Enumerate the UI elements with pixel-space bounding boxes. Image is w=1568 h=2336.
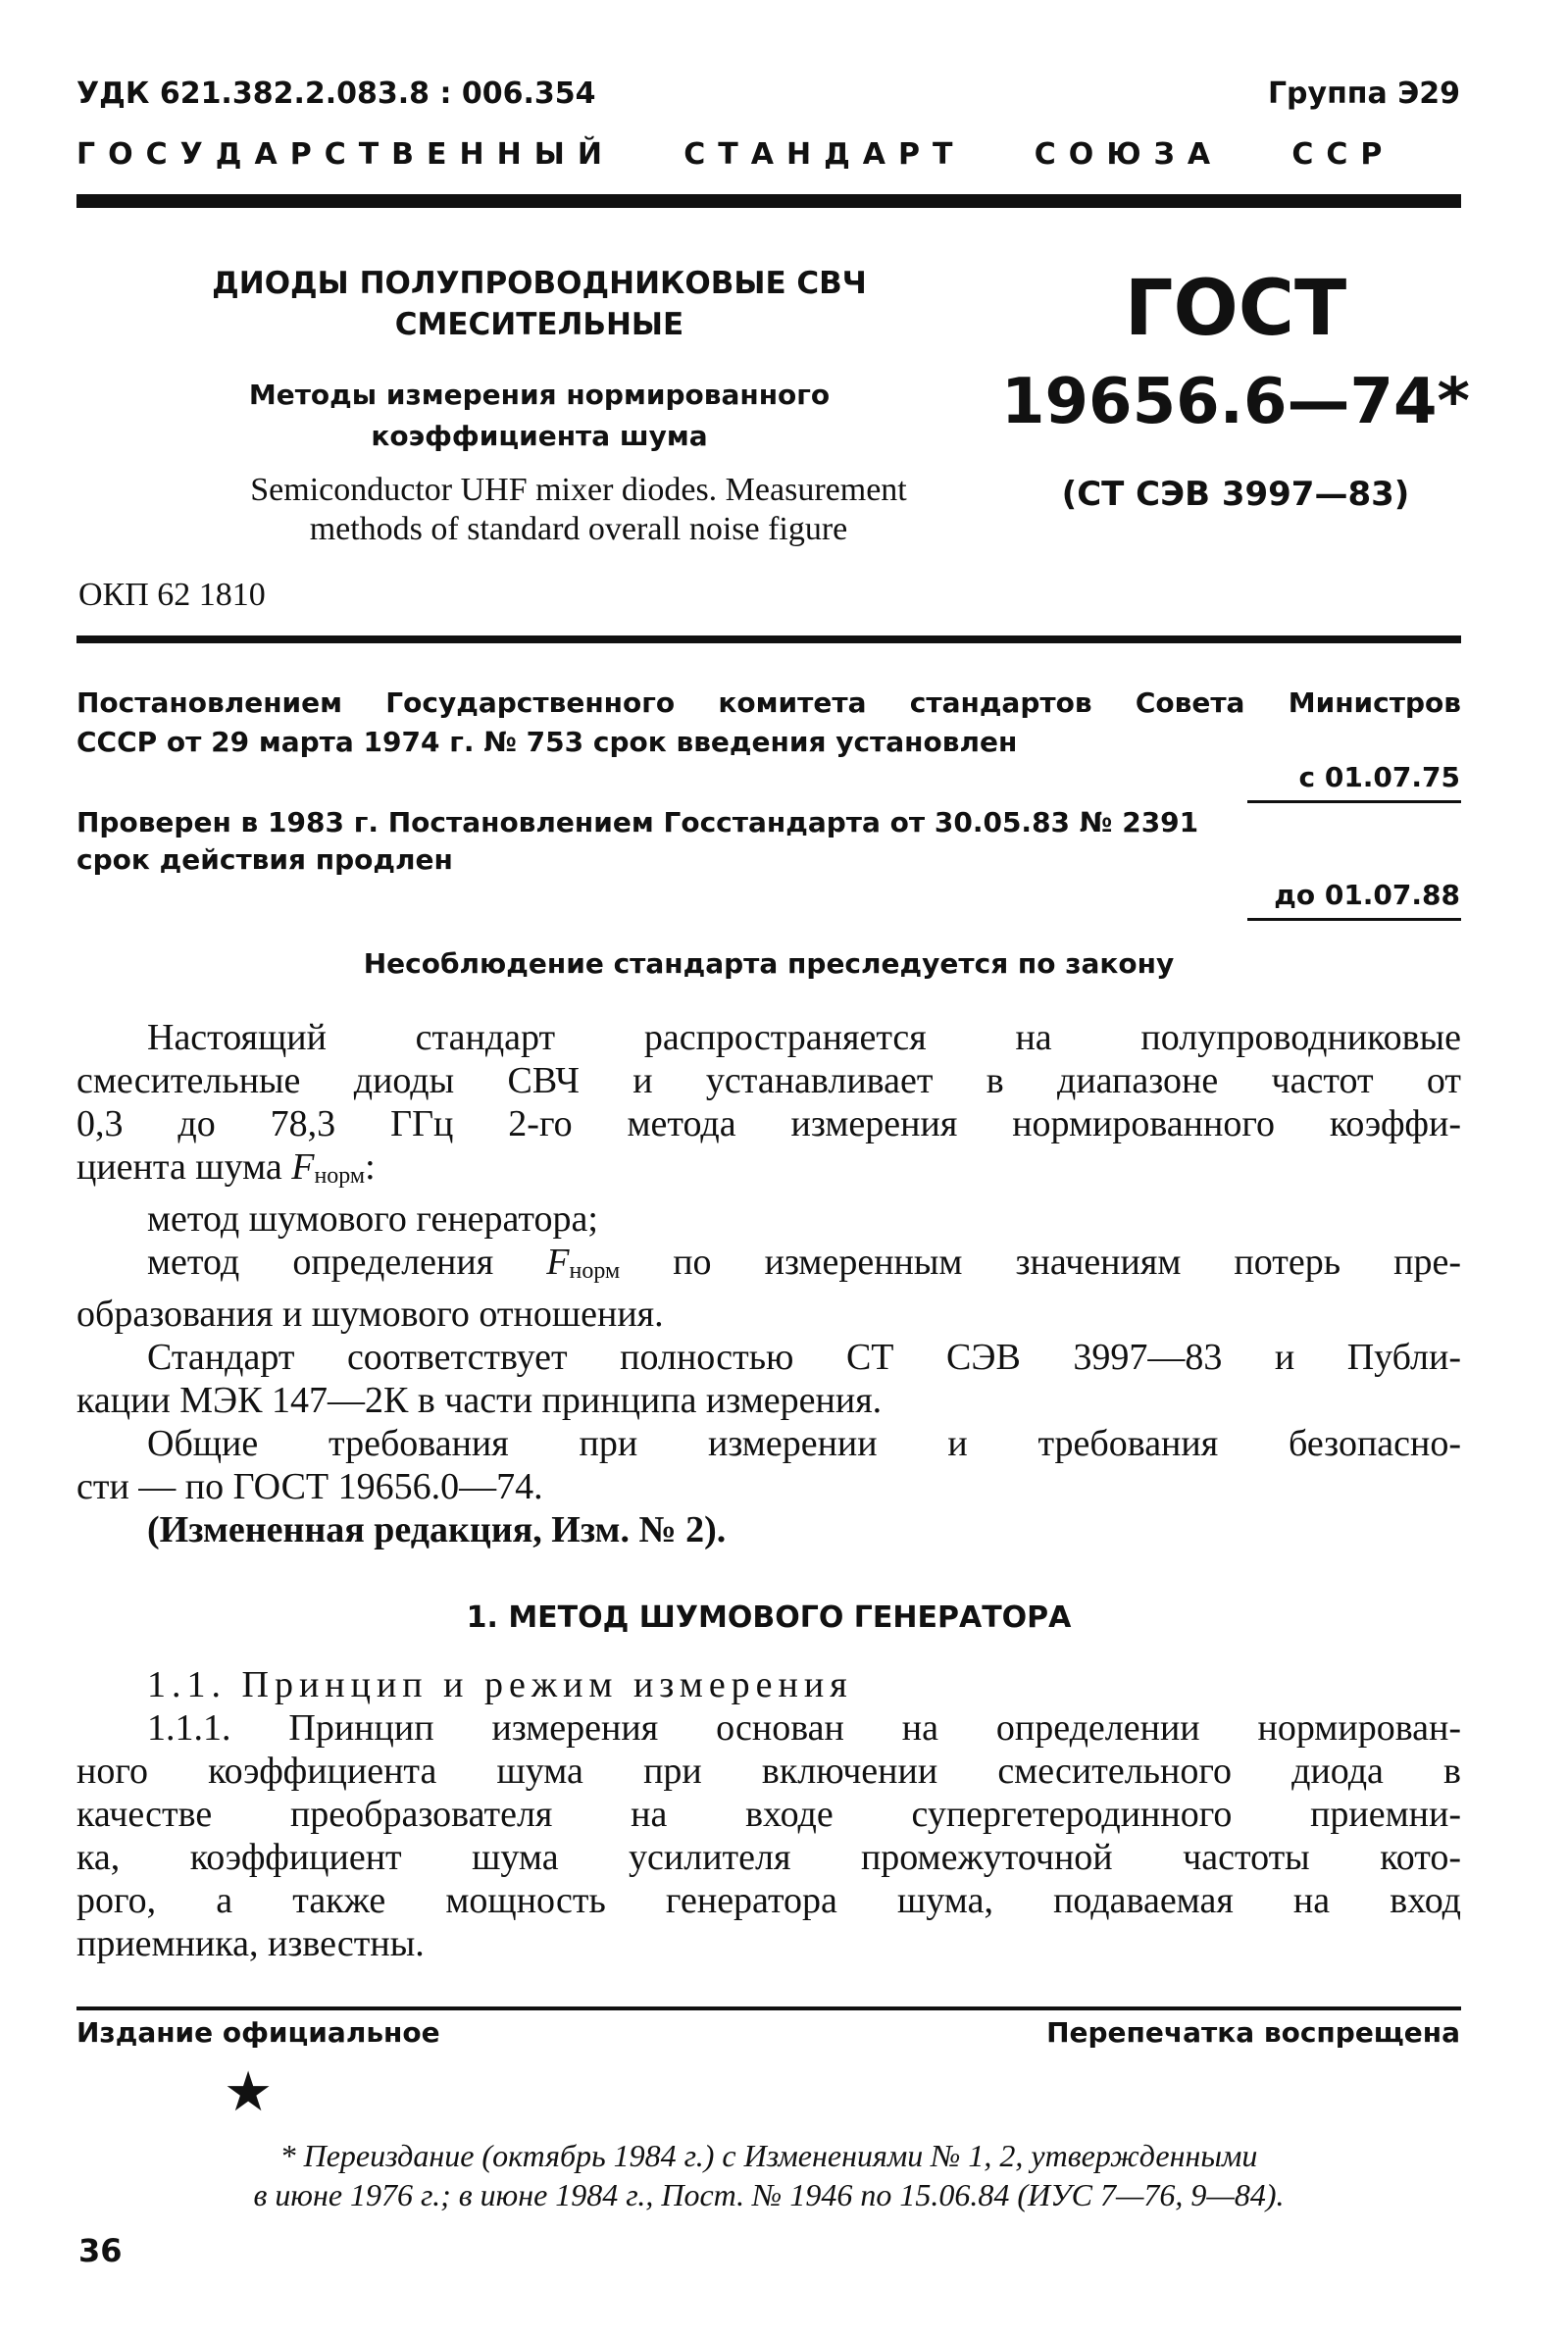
date-from: с 01.07.75 <box>1298 761 1460 793</box>
gost-number: 19656.6—74* <box>1000 366 1471 438</box>
intro-line: метод шумового генератора; <box>147 1198 598 1240</box>
approval-line2: СССР от 29 марта 1974 г. № 753 срок введения установлен <box>76 726 1018 758</box>
intro-line: смесительные диоды СВЧ и устанавливает в диапазоне частот от <box>76 1060 1461 1101</box>
intro-line: образования и шумового отношения. <box>76 1294 664 1335</box>
title-en-line1: Semiconductor UHF mixer diodes. Measurement <box>250 472 907 508</box>
amendment-note: (Измененная редакция, Изм. № 2). <box>147 1509 727 1550</box>
section-line: ка, коэффициент шума усилителя промежуточной частоты кото- <box>76 1837 1461 1878</box>
reissue-note-line2: в июне 1976 г.; в июне 1984 г., Пост. № 1946 по 15.06.84 (ИУС 7—76, 9—84). <box>253 2177 1285 2212</box>
reprint-prohibited: Перепечатка воспрещена <box>1046 2016 1460 2049</box>
title-thick-rule <box>76 635 1461 643</box>
official-edition: Издание официальное <box>76 2016 440 2049</box>
intro-line: Общие требования при измерении и требования безопасно- <box>147 1423 1461 1464</box>
intro-line: Стандарт соответствует полностью СТ СЭВ 3997—83 и Публи- <box>147 1337 1461 1378</box>
intro-text-fragment: циента шума <box>76 1146 292 1188</box>
section-line: рого, а также мощность генератора шума, подаваемая на вход <box>76 1880 1461 1921</box>
title-subtitle <box>196 375 883 457</box>
title-en <box>177 471 981 549</box>
subsection-heading: 1.1. Принцип и режим измерения <box>147 1664 853 1705</box>
title-ru-line1: ДИОДЫ ПОЛУПРОВОДНИКОВЫЕ СВЧ <box>212 266 867 301</box>
udk-code: УДК 621.382.2.083.8 : 006.354 <box>76 76 596 111</box>
subtitle-line1: Методы измерения нормированного <box>248 379 831 411</box>
gost-label: ГОСТ <box>1124 265 1347 353</box>
intro-line <box>76 1145 1461 1197</box>
date-to-rule <box>1247 918 1461 921</box>
title-ru-line2: СМЕСИТЕЛЬНЫЕ <box>394 307 684 342</box>
date-to: до 01.07.88 <box>1274 879 1460 911</box>
checked-line2: срок действия продлен <box>76 843 453 876</box>
standard-banner: ГОСУДАРСТВЕННЫЙ СТАНДАРТ СОЮЗА ССР <box>76 137 1395 172</box>
intro-text <box>76 1016 1461 1551</box>
section-line: качестве преобразователя на входе супергетеродинного приемни- <box>76 1794 1461 1835</box>
reissue-note <box>76 2136 1461 2214</box>
okp-code: ОКП 62 1810 <box>78 577 266 613</box>
intro-line: Настоящий стандарт распространяется на полупроводниковые <box>147 1017 1461 1058</box>
header-thick-rule <box>76 194 1461 208</box>
group-code: Группа Э29 <box>1267 76 1460 111</box>
section-line: приемника, известны. <box>76 1923 425 1964</box>
formula-norm: норм <box>569 1258 621 1284</box>
section-line: 1.1.1. Принцип измерения основан на определении нормирован- <box>147 1707 1461 1749</box>
section-text <box>76 1663 1461 1965</box>
section-heading: 1. МЕТОД ШУМОВОГО ГЕНЕРАТОРА <box>466 1600 1072 1635</box>
intro-line: сти — по ГОСТ 19656.0—74. <box>76 1466 543 1507</box>
intro-text-fragment: метод определения <box>147 1242 547 1283</box>
formula-norm: норм <box>314 1163 366 1189</box>
star-icon: ★ <box>224 2060 274 2124</box>
footer-rule <box>76 2006 1461 2010</box>
law-warning: Несоблюдение стандарта преследуется по закону <box>363 947 1175 980</box>
title-ru <box>196 263 883 345</box>
section-line: ного коэффициента шума при включении смесительного диода в <box>76 1751 1461 1792</box>
intro-text-fragment: по измеренным значениям потерь пре- <box>620 1242 1461 1283</box>
formula-f: F <box>546 1242 570 1283</box>
st-sev-number: (СТ СЭВ 3997—83) <box>1061 475 1410 514</box>
intro-text-fragment: : <box>365 1146 376 1188</box>
checked-line1: Проверен в 1983 г. Постановлением Госстандарта от 30.05.83 № 2391 <box>76 806 1199 838</box>
reissue-note-line1: * Переиздание (октябрь 1984 г.) с Изменениями № 1, 2, утвержденными <box>279 2138 1258 2173</box>
subtitle-line2: коэффициента шума <box>371 420 708 452</box>
title-en-line2: methods of standard overall noise figure <box>309 511 848 547</box>
intro-line <box>76 1241 1461 1293</box>
formula-f: F <box>291 1146 315 1188</box>
page-number: 36 <box>78 2232 123 2269</box>
intro-line: 0,3 до 78,3 ГГц 2-го метода измерения нормированного коэффи- <box>76 1103 1461 1144</box>
date-from-rule <box>1247 800 1461 803</box>
approval-line1: Постановлением Государственного комитета стандартов Совета Министров <box>76 686 1461 719</box>
intro-line: кации МЭК 147—2К в части принципа измерения. <box>76 1380 883 1421</box>
